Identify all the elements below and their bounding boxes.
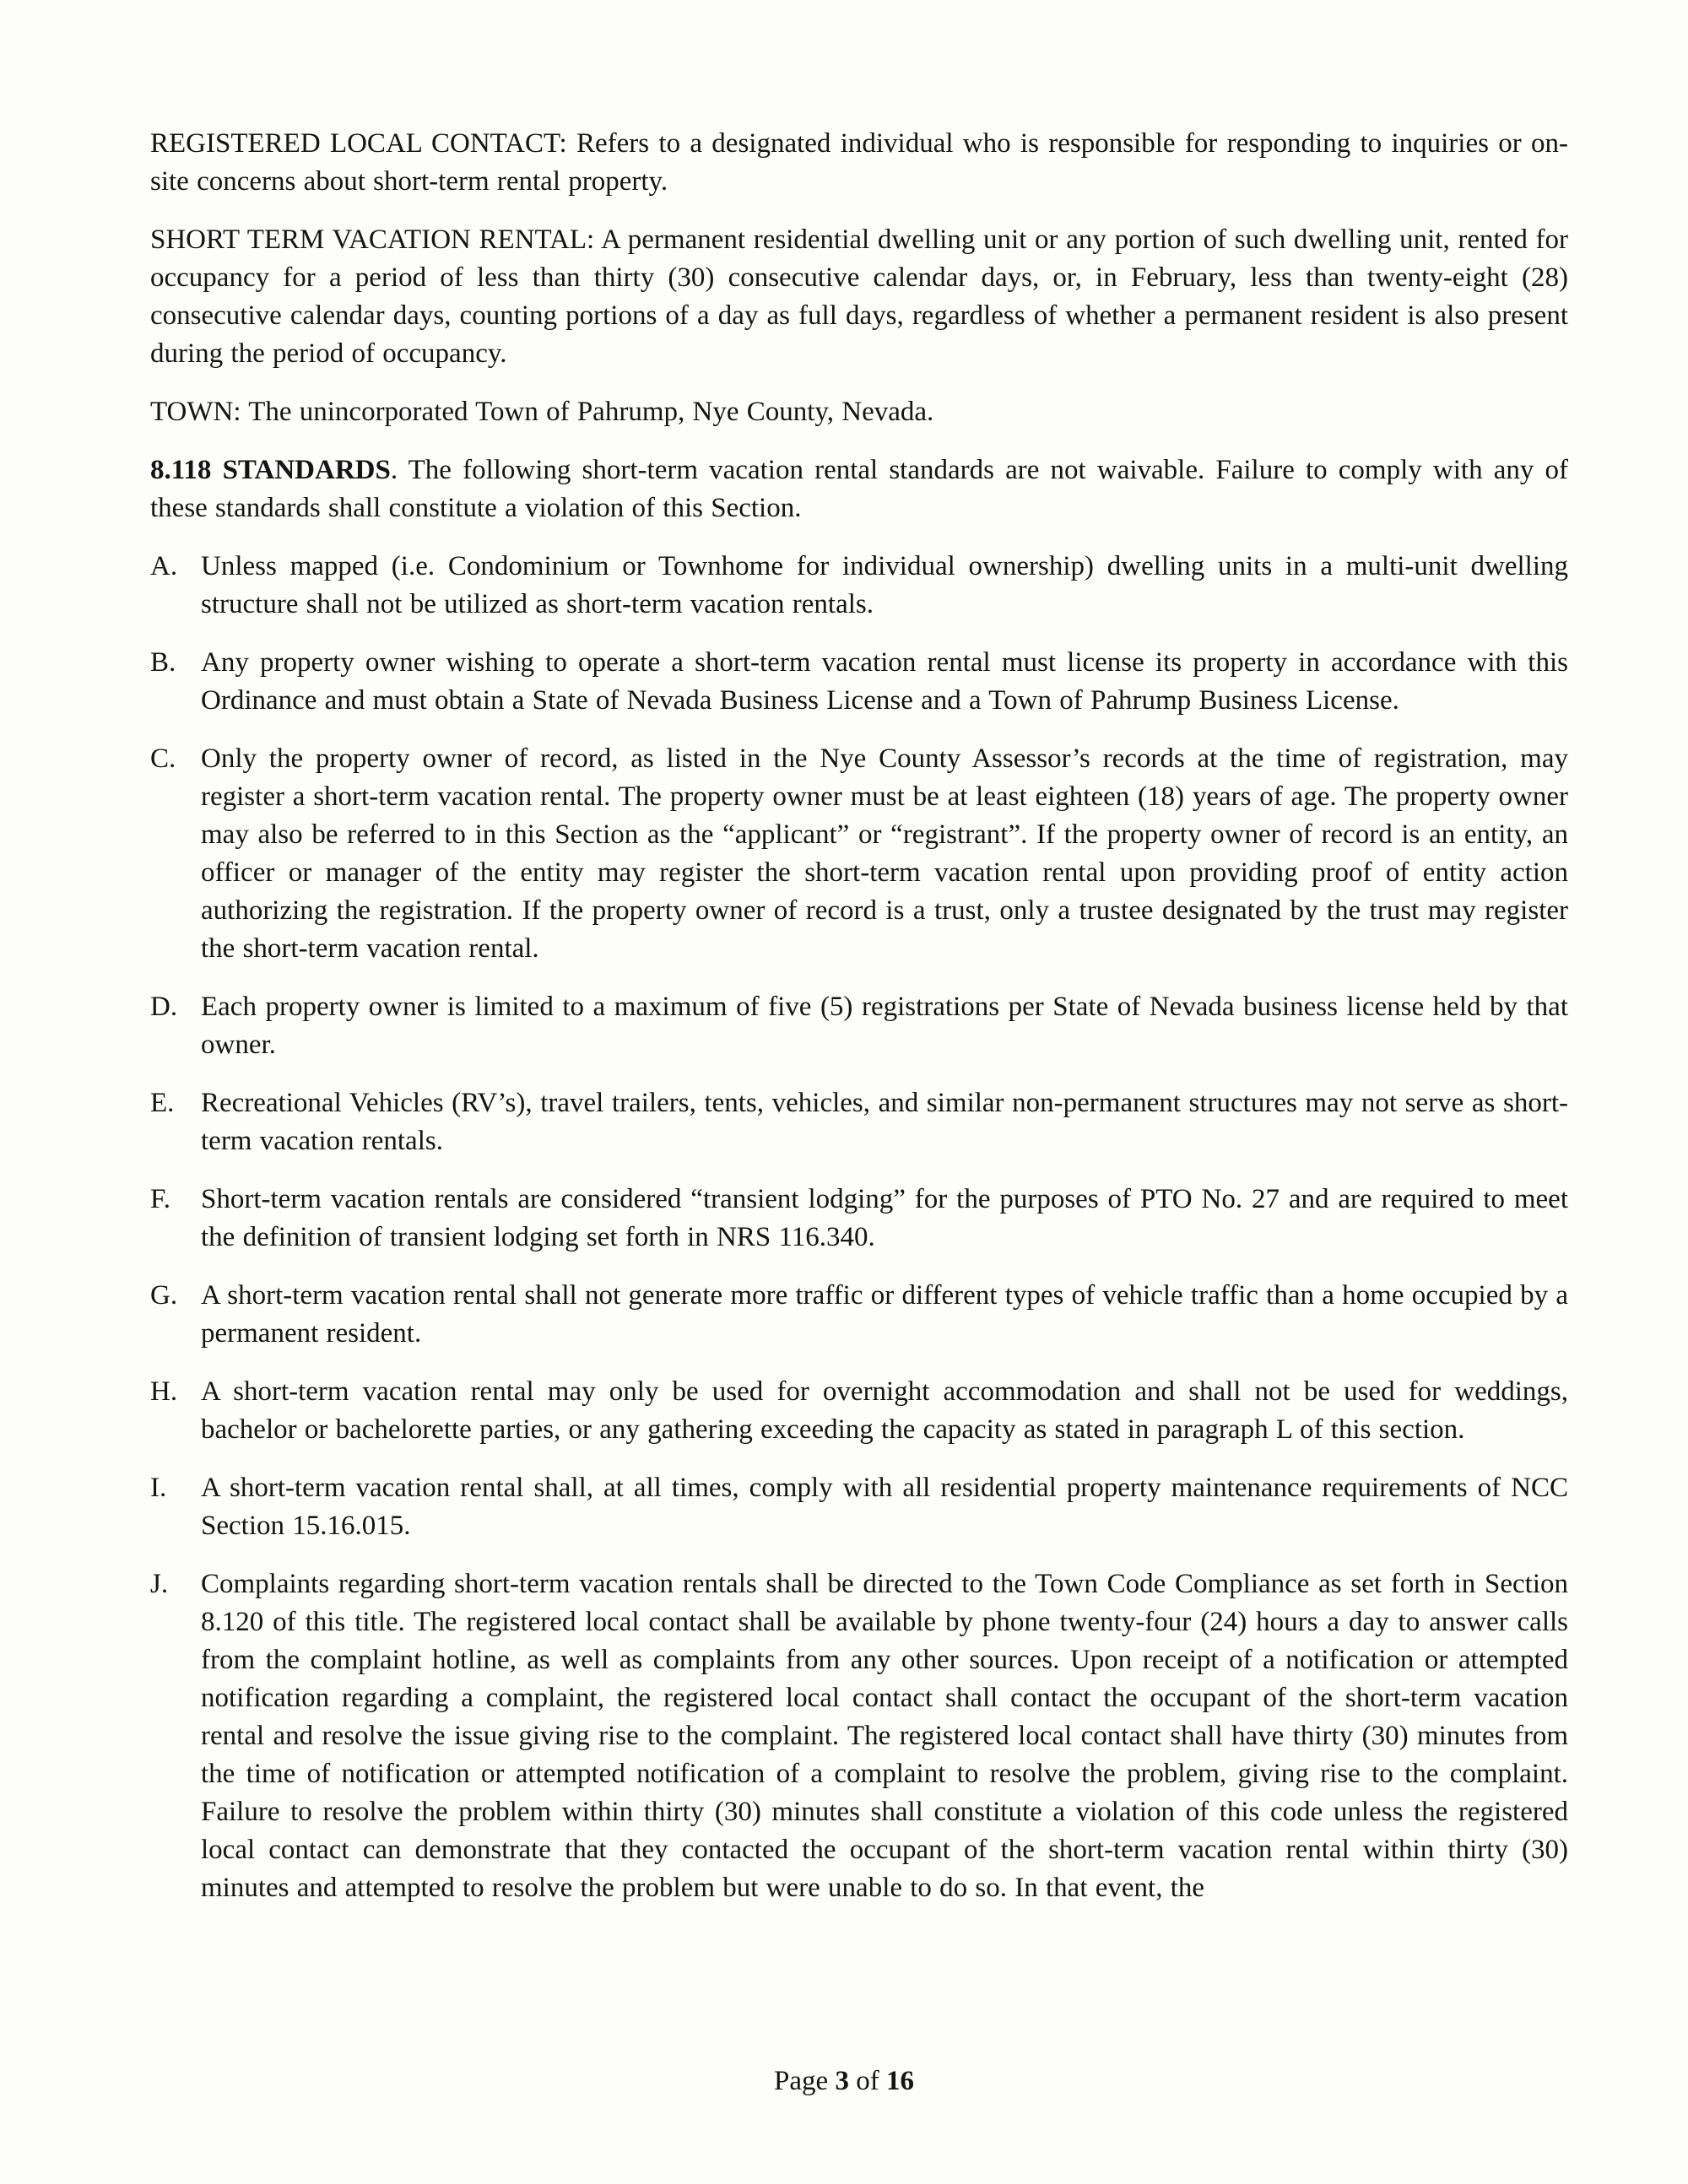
standards-item-j [150,1565,1568,1907]
item-letter: F. [150,1184,170,1214]
standards-item-a [150,548,1568,624]
definition-town: TOWN: The unincorporated Town of Pahrump, Nye County, Nevada. [150,397,934,427]
standards-item-i [150,1469,1568,1545]
footer-page-total: 16 [885,2066,914,2096]
item-letter: G. [150,1280,178,1311]
item-text: A short-term vacation rental shall not generate more traffic or different types of vehicle traffic than a home occupied by a permanent resident. [201,1280,1568,1349]
item-letter: B. [150,647,176,678]
footer-of-label: of [856,2066,879,2096]
item-letter: I. [150,1473,167,1503]
standards-item-h [150,1373,1568,1449]
definition-short-term-vacation-rental: SHORT TERM VACATION RENTAL: A permanent residential dwelling unit or any portion of such dwelling unit, rented for occupancy for a period of less than thirty (30) consecutive calendar days, or, in February, less than twenty-eight (28) consecutive calendar days, counting portions of a day as full days, regardless of whether a permanent resident is also present during the period of occupancy. [150,224,1568,369]
standards-item-e [150,1084,1568,1160]
item-text: Unless mapped (i.e. Condominium or Townhome for individual ownership) dwelling units in a multi-unit dwelling structure shall not be utilized as short-term vacation rentals. [201,551,1568,619]
item-text: A short-term vacation rental may only be used for overnight accommodation and shall not be used for weddings, bachelor or bachelorette parties, or any gathering exceeding the capacity as stated in paragraph L of this section. [201,1376,1568,1445]
item-text: Each property owner is limited to a maximum of five (5) registrations per State of Nevada business license held by that owner. [201,992,1568,1060]
standards-item-f [150,1181,1568,1257]
standards-section-heading: 8.118 STANDARDS [150,455,391,485]
definition-registered-local-contact: REGISTERED LOCAL CONTACT: Refers to a designated individual who is responsible for responding to inquiries or on-site concerns about short-term rental property. [150,128,1568,197]
item-letter: J. [150,1569,169,1599]
item-letter: H. [150,1376,178,1407]
item-text: Short-term vacation rentals are considered “transient lodging” for the purposes of PTO No. 27 and are required to meet the definition of transient lodging set forth in NRS 116.340. [201,1184,1568,1252]
standards-item-g [150,1277,1568,1353]
standards-item-c [150,740,1568,968]
standards-item-b [150,644,1568,720]
item-letter: C. [150,743,176,774]
item-text: Only the property owner of record, as listed in the Nye County Assessor’s records at the time of registration, may register a short-term vacation rental. The property owner must be at least eighteen (18) years of age. The property owner may also be referred to in this Section as the “applicant” or “registrant”. If the property owner of record is an entity, an officer or manager of the entity may register the short-term vacation rental upon providing proof of entity action authorizing the registration. If the property owner of record is a trust, only a trustee designated by the trust may register the short-term vacation rental. [201,743,1568,964]
footer-page-number: 3 [835,2066,849,2096]
page-footer [0,2062,1688,2100]
item-letter: D. [150,992,178,1022]
standards-list [150,548,1568,1907]
item-text: Recreational Vehicles (RV’s), travel trailers, tents, vehicles, and similar non-permanent structures may not serve as short-term vacation rentals. [201,1088,1568,1156]
item-letter: A. [150,551,178,581]
standards-intro-paragraph [150,451,1568,527]
item-text: Complaints regarding short-term vacation rentals shall be directed to the Town Code Compliance as set forth in Section 8.120 of this title. The registered local contact shall be available by phone twenty-four (24) hours a day to answer calls from the complaint hotline, as well as complaints from any other sources. Upon receipt of a notification or attempted notification regarding a complaint, the registered local contact shall contact the occupant of the short-term vacation rental and resolve the issue giving rise to the complaint. The registered local contact shall have thirty (30) minutes from the time of notification or attempted notification of a complaint to resolve the problem, giving rise to the complaint. Failure to resolve the problem within thirty (30) minutes shall constitute a violation of this code unless the registered local contact can demonstrate that they contacted the occupant of the short-term vacation rental within thirty (30) minutes and attempted to resolve the problem but were unable to do so. In that event, the [201,1569,1568,1903]
item-text: Any property owner wishing to operate a short-term vacation rental must license its property in accordance with this Ordinance and must obtain a State of Nevada Business License and a Town of Pahrump Business License. [201,647,1568,716]
footer-page-label: Page [774,2066,829,2096]
item-text: A short-term vacation rental shall, at all times, comply with all residential property maintenance requirements of NCC Section 15.16.015. [201,1473,1568,1541]
standards-intro-text: . The following short-term vacation rental standards are not waivable. Failure to comply with any of these standards shall constitute a violation of this Section. [150,455,1569,523]
item-letter: E. [150,1088,175,1118]
standards-item-d [150,988,1568,1064]
document-content [150,125,1568,1927]
